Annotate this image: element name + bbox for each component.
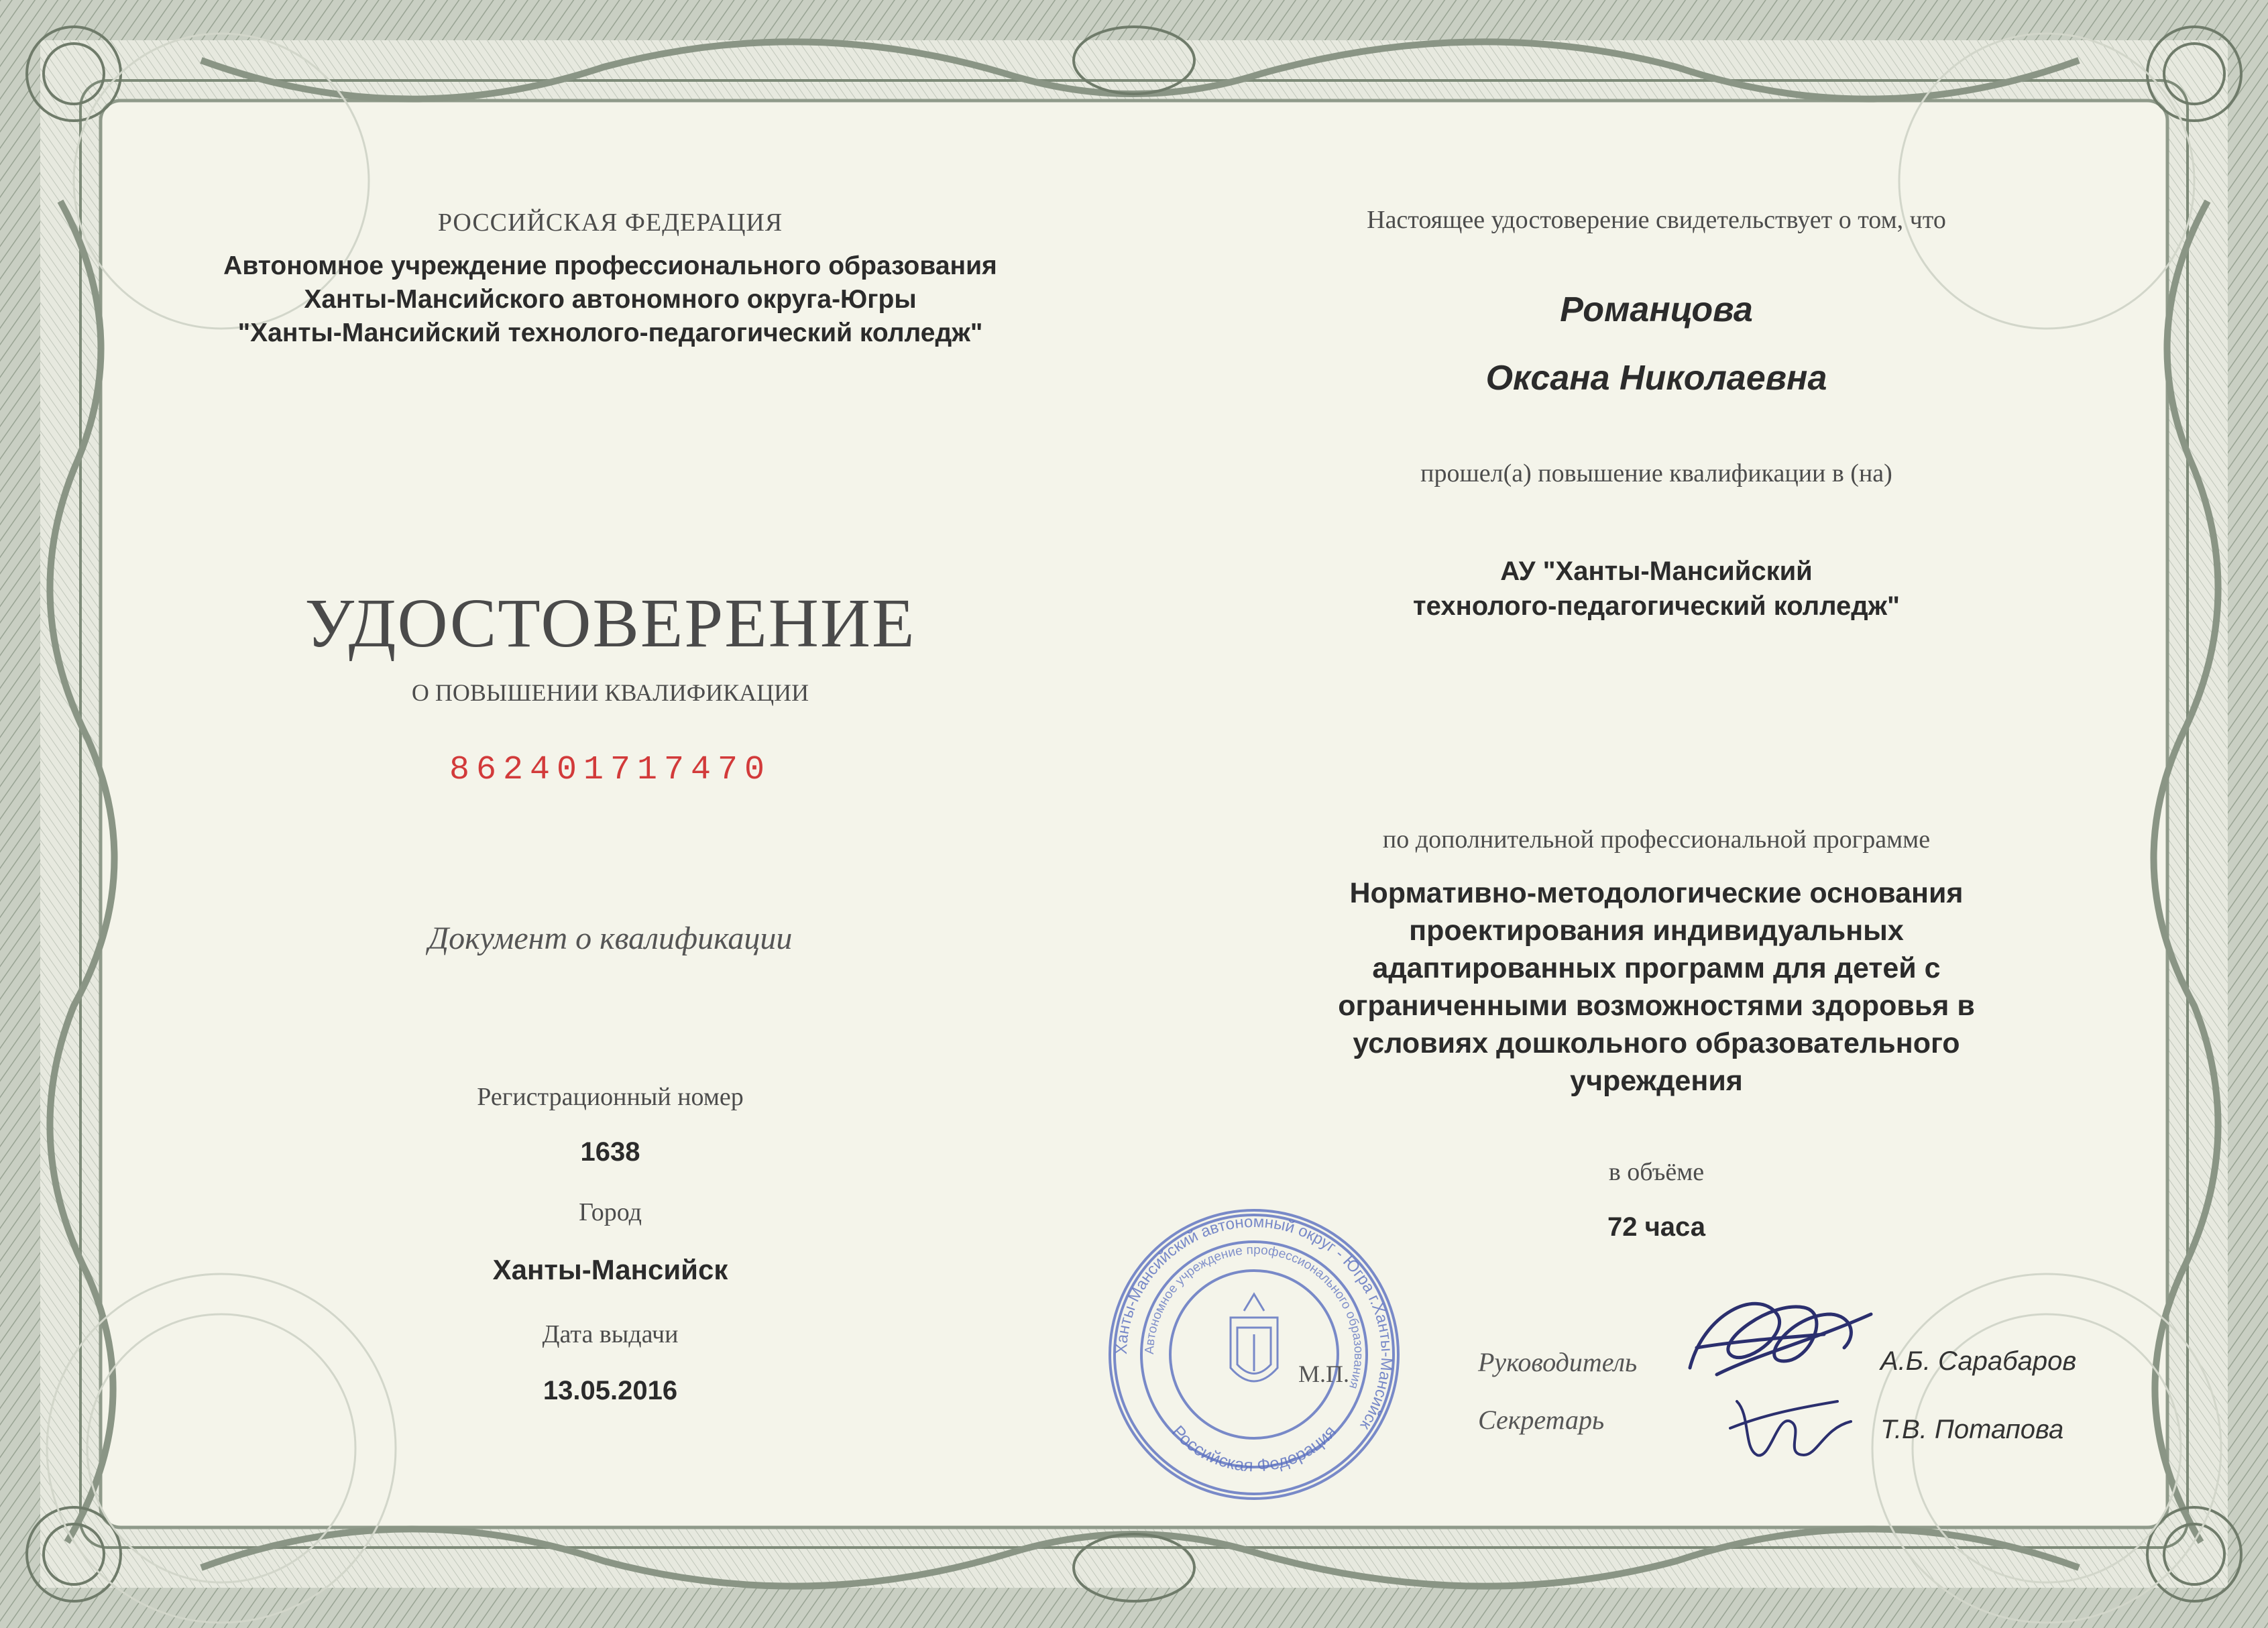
- official-seal-stamp: [1100, 1200, 1408, 1509]
- secretary-name: [1880, 1415, 2063, 1445]
- head-name-label: А.Б. Сарабаров: [1880, 1346, 2077, 1376]
- program-line: проектирования индивидуальных: [1409, 915, 1904, 947]
- issuing-organization: [174, 249, 1046, 350]
- coat-of-arms-icon: [1231, 1294, 1278, 1381]
- registration-number-value: 1638: [580, 1137, 640, 1167]
- seal-place-label: М.П.: [1298, 1360, 1350, 1387]
- program-title: [1221, 874, 2092, 1100]
- issue-date-label: Дата выдачи: [542, 1320, 679, 1348]
- org-line: Ханты-Мансийского автономного округа-Югры: [304, 285, 917, 314]
- institution-line: АУ "Ханты-Мансийский: [1500, 557, 1813, 586]
- head-role: [1478, 1346, 1637, 1378]
- document-kind: Документ о квалификации: [428, 921, 793, 956]
- training-institution: [1221, 554, 2092, 624]
- org-line: "Ханты-Мансийский технолого-педагогический колледж": [237, 318, 983, 347]
- stamp-outer-text: Ханты-Мансийский автономный округ - Югра г.Ханты-Мансийск: [1112, 1212, 1396, 1434]
- secretary-role-label: Секретарь: [1478, 1405, 1605, 1435]
- stamp-bottom-text: Российская Федерация: [1168, 1421, 1341, 1476]
- city-value: Ханты-Мансийск: [492, 1254, 728, 1285]
- recipient-surname: Романцова: [1560, 290, 1753, 329]
- program-line: учреждения: [1570, 1065, 1743, 1097]
- volume-label: в объёме: [1608, 1158, 1705, 1186]
- secretary-role: [1478, 1404, 1604, 1436]
- recipient-given-names: Оксана Николаевна: [1485, 359, 1827, 398]
- program-line: условиях дошкольного образовательного: [1353, 1027, 1960, 1059]
- left-page: [174, 0, 1046, 1628]
- head-role-label: Руководитель: [1478, 1347, 1638, 1377]
- certifies-text: Настоящее удостоверение свидетельствует о том, что: [1367, 206, 1946, 234]
- svg-text:Российская Федерация: [1168, 1421, 1340, 1476]
- city-label: Город: [579, 1198, 642, 1226]
- org-line: Автономное учреждение профессионального образования: [223, 251, 997, 280]
- country-label: РОССИЙСКАЯ ФЕДЕРАЦИЯ: [437, 209, 783, 237]
- serial-number: 862401717470: [449, 751, 772, 789]
- volume-value: 72 часа: [1607, 1212, 1706, 1242]
- program-label: по дополнительной профессиональной программе: [1382, 825, 1931, 854]
- program-line: ограниченными возможностями здоровья в: [1338, 990, 1975, 1022]
- document-subtitle: О ПОВЫШЕНИИ КВАЛИФИКАЦИИ: [411, 679, 809, 706]
- stamp-inner-text: Автономное учреждение профессионального образования: [1142, 1242, 1366, 1391]
- program-line: Нормативно-методологические основания: [1349, 877, 1964, 909]
- document-title: УДОСТОВЕРЕНИЕ: [304, 585, 916, 662]
- training-statement: прошел(а) повышение квалификации в (на): [1420, 459, 1892, 487]
- secretary-name-label: Т.В. Потапова: [1880, 1415, 2064, 1444]
- issue-date-value: 13.05.2016: [543, 1376, 678, 1405]
- secretary-signature: [1717, 1388, 1864, 1468]
- head-signature: [1677, 1274, 1878, 1395]
- program-line: адаптированных программ для детей с: [1372, 952, 1941, 984]
- registration-number-label: Регистрационный номер: [477, 1083, 744, 1111]
- institution-line: технолого-педагогический колледж": [1413, 591, 1900, 621]
- head-name: [1880, 1346, 2076, 1377]
